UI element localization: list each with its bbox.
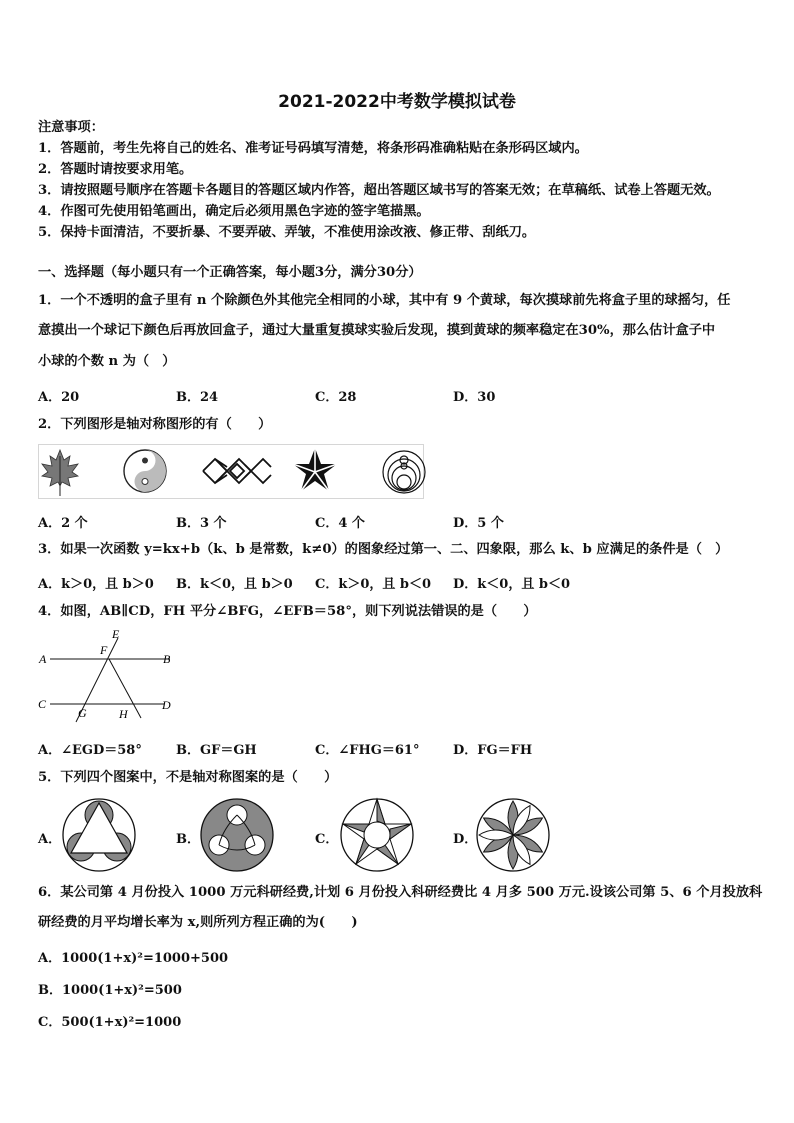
label-h: H	[119, 707, 128, 721]
q6-line: 6．某公司第 4 月份投入 1000 万元科研经费,计划 6 月份投入科研经费比 4 月多 500 万元.设该公司第 5、6 个月投放科	[38, 885, 763, 900]
q5-text: 5．下列四个图案中，不是轴对称图案的是（ ）	[38, 770, 338, 785]
q4-option-c[interactable]: C．∠FHG＝61°	[315, 743, 420, 758]
q1-line: 小球的个数 n 为（ ）	[38, 354, 176, 369]
q1-line: 1．一个不透明的盒子里有 n 个除颜色外其他完全相同的小球，其中有 9 个黄球，每次摸球前先将盒子里的球摇匀，任	[38, 293, 731, 308]
q5-figure-a[interactable]	[62, 797, 138, 873]
q5-figure-c[interactable]	[339, 797, 415, 873]
q5-option-a[interactable]: A．	[38, 832, 62, 847]
q2-option-c[interactable]: C．4 个	[315, 516, 365, 531]
nested-circles-icon	[383, 451, 425, 493]
q1-line: 意摸出一个球记下颜色后再放回盒子，通过大量重复摸球实验后发现，摸到黄球的频率稳定在30%，那么估计盒子中	[38, 323, 716, 338]
notice-heading: 注意事项：	[38, 120, 104, 135]
q2-option-b[interactable]: B．3 个	[176, 516, 227, 531]
q2-text: 2．下列图形是轴对称图形的有（ ）	[38, 417, 272, 432]
exam-title: 2021-2022中考数学模拟试卷	[278, 92, 516, 112]
label-c: C	[38, 697, 47, 711]
q2-option-a[interactable]: A．2 个	[38, 516, 88, 531]
q5-option-d[interactable]: D．	[453, 832, 478, 847]
notice-item: 2．答题时请按要求用笔。	[38, 162, 193, 177]
q3-option-a[interactable]: A．k＞0，且 b＞0	[38, 577, 154, 592]
q3-text: 3．如果一次函数 y=kx+b（k、b 是常数，k≠0）的图象经过第一、二、四象限，那么 k、b 应满足的条件是（ ）	[38, 542, 729, 557]
q6-option-c[interactable]: C．500(1+x)²=1000	[38, 1015, 182, 1030]
q1-option-a[interactable]: A．20	[38, 390, 80, 405]
pentagram-icon	[293, 448, 337, 491]
q4-text: 4．如图，AB∥CD，FH 平分∠BFG，∠EFB＝58°，则下列说法错误的是（ ）	[38, 604, 537, 619]
maple-leaf-icon	[42, 450, 78, 496]
label-b: B	[163, 652, 171, 666]
q3-option-c[interactable]: C．k＞0，且 b＜0	[315, 577, 432, 592]
q4-option-a[interactable]: A．∠EGD＝58°	[38, 743, 142, 758]
q1-option-d[interactable]: D．30	[453, 390, 496, 405]
q1-option-c[interactable]: C．28	[315, 390, 357, 405]
q1-option-b[interactable]: B．24	[176, 390, 219, 405]
q5-figure-d[interactable]	[475, 797, 551, 873]
q4-option-d[interactable]: D．FG＝FH	[453, 743, 533, 758]
label-g: G	[78, 706, 87, 720]
q2-option-d[interactable]: D．5 个	[453, 516, 504, 531]
label-e: E	[112, 627, 120, 641]
q2-figures	[38, 444, 428, 500]
notice-item: 3．请按照题号顺序在答题卡各题目的答题区域内作答，超出答题区域书写的答案无效；在草稿纸、试卷上答题无效。	[38, 183, 720, 198]
q5-figure-b[interactable]	[199, 797, 275, 873]
q4-option-b[interactable]: B．GF＝GH	[176, 743, 257, 758]
yin-yang-icon	[124, 450, 166, 492]
q3-option-d[interactable]: D．k＜0，且 b＜0	[453, 577, 570, 592]
label-a: A	[39, 652, 47, 666]
q3-option-b[interactable]: B．k＜0，且 b＞0	[176, 577, 293, 592]
knot-pattern-icon	[203, 459, 271, 483]
notice-item: 4．作图可先使用铅笔画出，确定后必须用黑色字迹的签字笔描黑。	[38, 204, 430, 219]
label-f: F	[100, 643, 108, 657]
notice-item: 1．答题前，考生先将自己的姓名、准考证号码填写清楚，将条形码准确粘贴在条形码区域内。	[38, 141, 588, 156]
section-heading: 一、选择题（每小题只有一个正确答案，每小题3分，满分30分）	[38, 265, 422, 280]
q4-figure	[36, 626, 186, 726]
q5-option-c[interactable]: C．	[315, 832, 339, 847]
q6-option-b[interactable]: B．1000(1+x)²=500	[38, 983, 182, 998]
notice-item: 5．保持卡面清洁，不要折暴、不要弄破、弄皱，不准使用涂改液、修正带、刮纸刀。	[38, 225, 536, 240]
label-d: D	[162, 698, 171, 712]
q6-option-a[interactable]: A．1000(1+x)²=1000+500	[38, 951, 229, 966]
q6-line: 研经费的月平均增长率为 x,则所列方程正确的为( )	[38, 915, 358, 930]
q5-option-b[interactable]: B．	[176, 832, 200, 847]
